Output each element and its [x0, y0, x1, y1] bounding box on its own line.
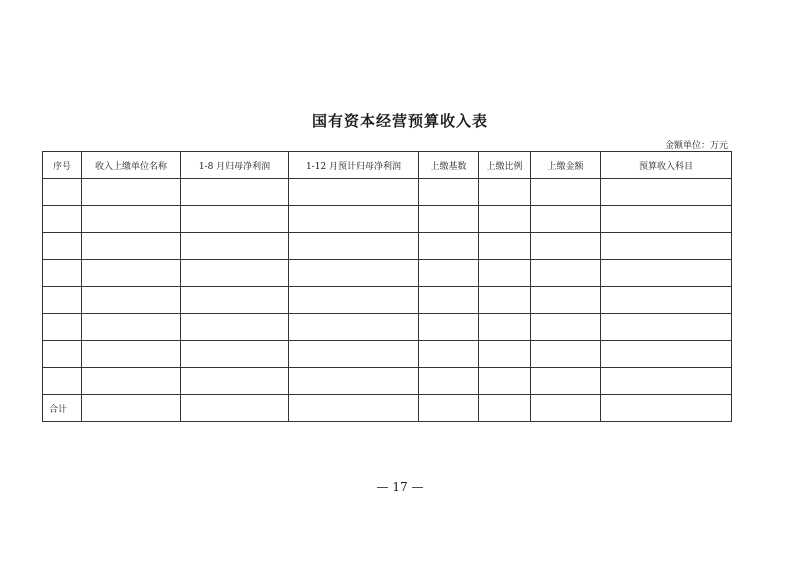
table-body: [43, 179, 732, 395]
table-cell: [419, 179, 479, 206]
document-title: 国有资本经营预算收入表: [311, 112, 488, 130]
table-cell: [419, 206, 479, 233]
table-cell: [531, 260, 601, 287]
table-row: [43, 287, 732, 314]
table-cell: [419, 287, 479, 314]
table-cell: [479, 179, 531, 206]
table-cell: [601, 314, 732, 341]
table-cell: [419, 395, 479, 422]
table-cell: [531, 368, 601, 395]
table-cell: [479, 314, 531, 341]
table-cell: [43, 287, 82, 314]
table-cell: [531, 233, 601, 260]
table-cell: [82, 368, 181, 395]
table-cell: [289, 341, 419, 368]
table-row: [43, 368, 732, 395]
unit-note: 金额单位：万元: [664, 141, 728, 151]
table-cell: [479, 341, 531, 368]
table-cell: [181, 368, 289, 395]
table-cell: [43, 260, 82, 287]
table-cell: [43, 341, 82, 368]
table-cell: [531, 179, 601, 206]
table-cell: [43, 233, 82, 260]
table-cell: [479, 260, 531, 287]
header-ratio: 上缴比例: [479, 152, 531, 179]
table-cell: [531, 206, 601, 233]
header-budget-item: 预算收入科目: [601, 152, 732, 179]
table-cell: [479, 368, 531, 395]
table-cell: [82, 206, 181, 233]
table-cell: [82, 395, 181, 422]
table-cell: [289, 179, 419, 206]
header-profit-1-8: 1-8 月归母净利润: [181, 152, 289, 179]
header-index: 序号: [43, 152, 82, 179]
table-cell: [181, 260, 289, 287]
table-cell: [43, 314, 82, 341]
table-cell: [601, 179, 732, 206]
header-amount: 上缴金额: [531, 152, 601, 179]
table-cell: [181, 287, 289, 314]
table-cell: [43, 179, 82, 206]
table-cell: [289, 314, 419, 341]
table-cell: [289, 206, 419, 233]
table-cell: [82, 314, 181, 341]
table-cell: [289, 233, 419, 260]
table-cell: [601, 233, 732, 260]
table-cell: [181, 233, 289, 260]
table-cell: [419, 341, 479, 368]
table-cell: [601, 395, 732, 422]
table-cell: [531, 314, 601, 341]
revenue-table: [42, 151, 732, 422]
table-cell: [479, 233, 531, 260]
header-profit-1-12: 1-12 月预计归母净利润: [289, 152, 419, 179]
table-cell: [601, 260, 732, 287]
table-cell: [419, 233, 479, 260]
table-cell: [601, 287, 732, 314]
total-row: [43, 395, 732, 422]
table-cell: [601, 368, 732, 395]
table-cell: [289, 368, 419, 395]
table-cell: [289, 287, 419, 314]
table-cell: [289, 395, 419, 422]
table-cell: [82, 287, 181, 314]
table-row: [43, 341, 732, 368]
table-cell: [181, 206, 289, 233]
table-cell: [43, 206, 82, 233]
table-cell: [601, 206, 732, 233]
page-number: — 17 —: [376, 480, 424, 494]
table-row: [43, 233, 732, 260]
table-cell: [419, 260, 479, 287]
table-cell: [531, 395, 601, 422]
table-cell: [479, 287, 531, 314]
table-cell: [419, 314, 479, 341]
table-header-row: [43, 152, 732, 179]
table-cell: [181, 341, 289, 368]
table-cell: [289, 260, 419, 287]
table-cell: [82, 179, 181, 206]
table-cell: [82, 260, 181, 287]
table-row: [43, 260, 732, 287]
header-base: 上缴基数: [419, 152, 479, 179]
table-cell: [531, 287, 601, 314]
table-cell: [43, 368, 82, 395]
total-label: 合计: [43, 395, 82, 422]
table-cell: [601, 341, 732, 368]
table-cell: [181, 179, 289, 206]
header-unit-name: 收入上缴单位名称: [82, 152, 181, 179]
table-cell: [82, 341, 181, 368]
table-cell: [479, 206, 531, 233]
table-cell: [181, 395, 289, 422]
table-row: [43, 314, 732, 341]
table-row: [43, 206, 732, 233]
table-cell: [181, 314, 289, 341]
table-row: [43, 179, 732, 206]
table-cell: [531, 341, 601, 368]
table-cell: [82, 233, 181, 260]
table-cell: [479, 395, 531, 422]
table-cell: [419, 368, 479, 395]
